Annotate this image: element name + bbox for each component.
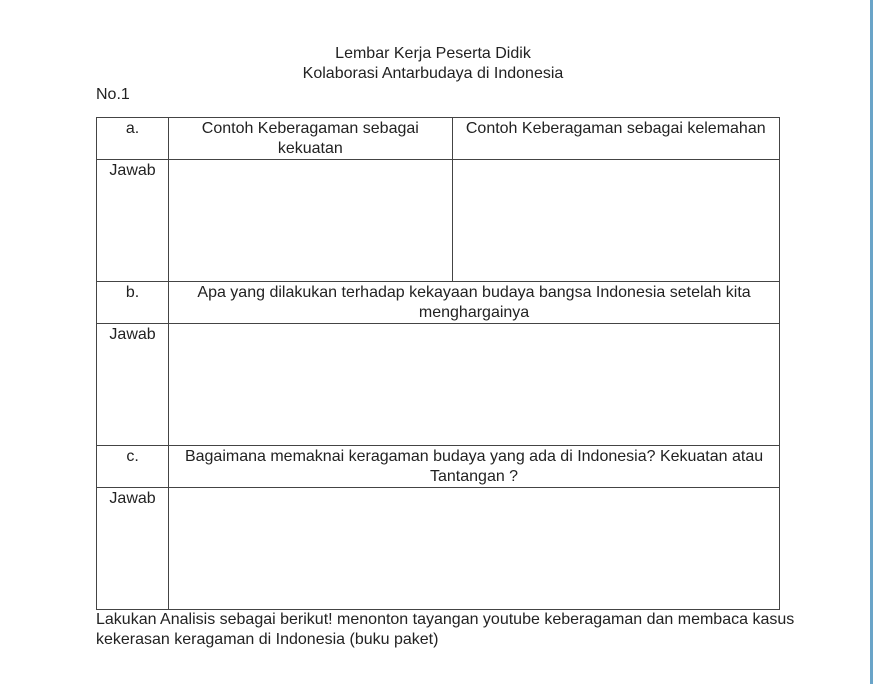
worksheet-table <box>96 117 780 610</box>
table-row-answer-a <box>97 160 780 282</box>
question-b: Apa yang dilakukan terhadap kekayaan budaya bangsa Indonesia setelah kita menghargainya <box>169 282 780 324</box>
table-row-a <box>97 118 780 160</box>
table-row-answer-b <box>97 324 780 446</box>
answer-label-a: Jawab <box>97 160 169 282</box>
header-weakness: Contoh Keberagaman sebagai kelemahan <box>452 118 780 160</box>
answer-field-c[interactable] <box>169 488 780 610</box>
header-strength: Contoh Keberagaman sebagai kekuatan <box>169 118 452 160</box>
row-label-c: c. <box>97 446 169 488</box>
question-number: No.1 <box>96 86 130 103</box>
question-c: Bagaimana memaknai keragaman budaya yang ada di Indonesia? Kekuatan atau Tantangan ? <box>169 446 780 488</box>
row-label-a: a. <box>97 118 169 160</box>
table-row-answer-c <box>97 488 780 610</box>
table-row-c <box>97 446 780 488</box>
answer-field-strength[interactable] <box>169 160 452 282</box>
answer-field-weakness[interactable] <box>452 160 780 282</box>
answer-label-c: Jawab <box>97 488 169 610</box>
row-label-b: b. <box>97 282 169 324</box>
instruction-text: Lakukan Analisis sebagai berikut! menonton tayangan youtube keberagaman dan membaca kasus kekerasan keragaman di Indonesia (buku paket) <box>96 611 795 648</box>
answer-label-b: Jawab <box>97 324 169 446</box>
worksheet-title: Lembar Kerja Peserta Didik <box>335 45 531 62</box>
table-row-b <box>97 282 780 324</box>
worksheet-subtitle: Kolaborasi Antarbudaya di Indonesia <box>302 65 564 82</box>
answer-field-b[interactable] <box>169 324 780 446</box>
